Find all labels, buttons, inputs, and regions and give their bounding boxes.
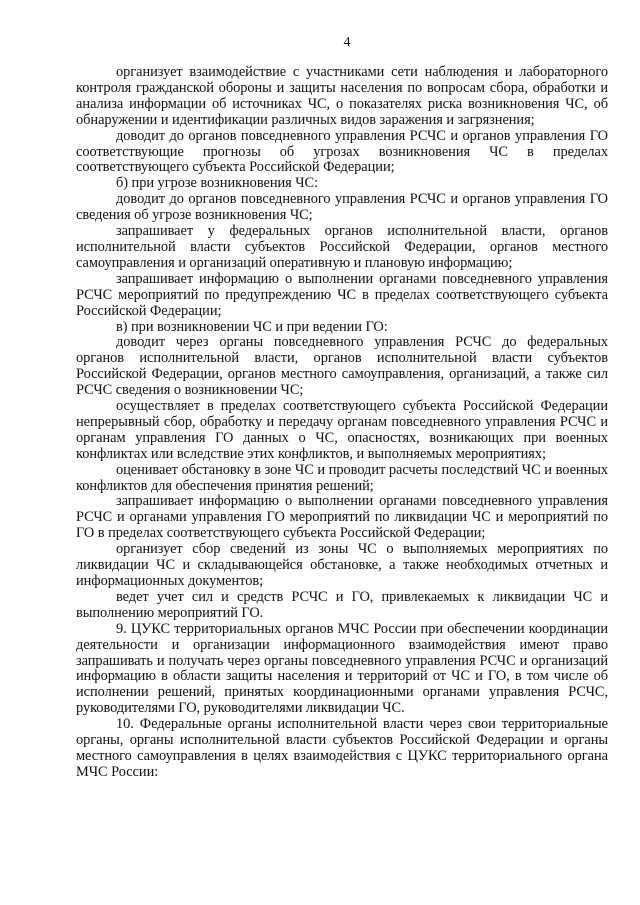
paragraph: организует взаимодействие с участниками сети наблюдения и лабораторного контроля гражданской обороны и защиты населения по вопросам сбора, обработки и анализа информации об источниках ЧС, о показателях риска возникновения ЧС, об обнаружении и идентификации различных видов заражения и загрязнения; — [76, 64, 608, 128]
paragraph: доводит до органов повседневного управления РСЧС и органов управления ГО сведения об угрозе возникновения ЧС; — [76, 191, 608, 224]
page-number: 4 — [343, 35, 351, 50]
paragraph: запрашивает информацию о выполнении органами повседневного управления РСЧС мероприятий по предупреждению ЧС в пределах соответствующего субъекта Российской Федерации; — [76, 270, 608, 319]
body-text — [76, 65, 608, 781]
paragraph: в) при возникновении ЧС и при ведении ГО: — [116, 318, 388, 335]
paragraph: ведет учет сил и средств РСЧС и ГО, привлекаемых к ликвидации ЧС и выполнению мероприятий ГО. — [76, 588, 608, 621]
paragraph: оценивает обстановку в зоне ЧС и проводит расчеты последствий ЧС и военных конфликтов для обеспечения принятия решений; — [76, 461, 608, 494]
paragraph: организует сбор сведений из зоны ЧС о выполняемых мероприятиях по ликвидации ЧС и складывающейся обстановке, а также необходимых отчетных и информационных документов; — [76, 541, 608, 589]
paragraph: доводит до органов повседневного управления РСЧС и органов управления ГО соответствующие прогнозы об угрозах возникновения ЧС в пределах соответствующего субъекта Российской Федерации; — [76, 127, 608, 176]
paragraph: запрашивает информацию о выполнении органами повседневного управления РСЧС и органами управления ГО мероприятий по ликвидации ЧС и мероприятий по ГО в пределах соответствующего субъекта Российской Федерации; — [76, 493, 608, 542]
paragraph: 10. Федеральные органы исполнительной власти через свои территориальные органы, органы исполнительной власти субъектов Российской Федерации и органы местного самоуправления в целях взаимодействия с ЦУКС территориального органа МЧС России: — [76, 716, 608, 780]
paragraph: осуществляет в пределах соответствующего субъекта Российской Федерации непрерывный сбор, обработку и передачу органам повседневного управления РСЧС и органам управления ГО данных о ЧС, опасностях, возникающих при военных конфликтах или вследствие этих конфликтов, и выполняемых мероприятиях; — [76, 398, 608, 462]
paragraph: 9. ЦУКС территориальных органов МЧС России при обеспечении координации деятельности и организации информационного взаимодействия имеют право запрашивать и получать через органы повседневного управления РСЧС и организаций информацию в области защиты населения и территорий от ЧС и ГО, в том числе об исполнении решений, принятых координационными органами управления РСЧС, руководителями ГО, руководителями ликвидации ЧС. — [76, 620, 608, 717]
paragraph: доводит через органы повседневного управления РСЧС до федеральных органов исполнительной власти, органов исполнительной власти субъектов Российской Федерации, органов местного самоуправления, организаций, а также сил РСЧС сведения о возникновении ЧС; — [76, 334, 608, 399]
paragraph: б) при угрозе возникновения ЧС: — [116, 175, 319, 192]
paragraph: запрашивает у федеральных органов исполнительной власти, органов исполнительной власти субъектов Российской Федерации, органов местного самоуправления и организаций оперативную и плановую информацию; — [76, 223, 608, 271]
